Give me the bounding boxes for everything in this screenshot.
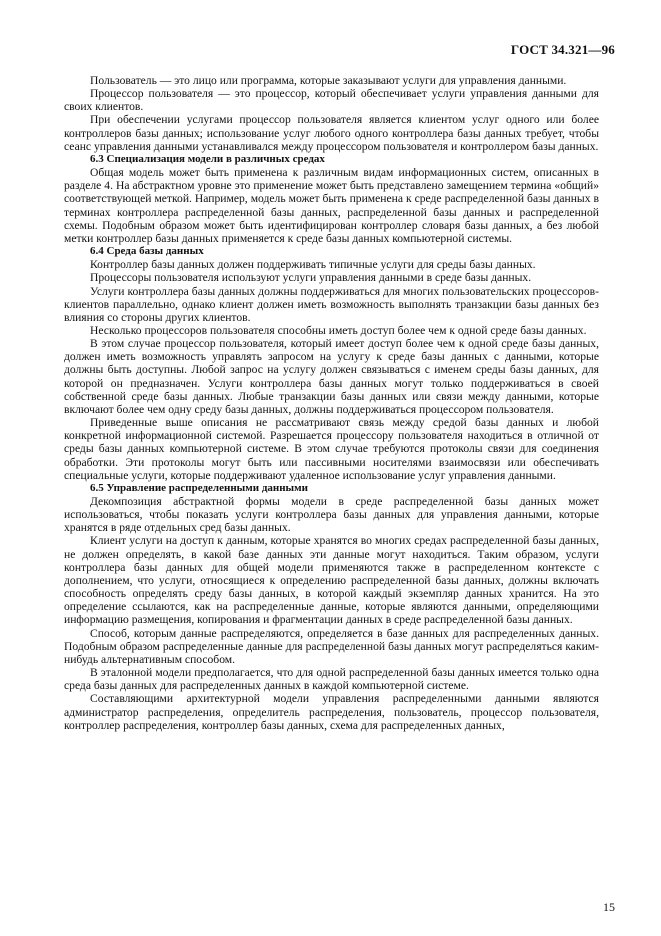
section-heading: 6.4 Среда базы данных (90, 245, 204, 258)
paragraph: Клиент услуги на доступ к данным, которые хранятся во многих средах распределенной базы данных, не должен определять, в какой базе данных эти данные могут находиться. Таким образом, услуги контроллера базы данных для общей модели применяются также в распределенном контексте с дополнением, что услуги, относящиеся к определению распределенной базы данных, должны включать способность определять среду базы данных, в которой каждый экземпляр данных хранится. На это определение ссылаются, как на распределенные данные, которые являются данными, определяющими информацию размещения, копирования и фрагментации данных в среде распределенной базы данных. (64, 534, 599, 627)
paragraph: Составляющими архитектурной модели управления распределенными данными являются администратор распределения, определитель распределения, пользователь, процессор пользователя, контроллер распределения, контроллер базы данных, схема для распределенных данных, (64, 692, 599, 732)
paragraph: Контроллер базы данных должен поддерживать типичные услуги для среды базы данных. (90, 258, 536, 272)
paragraph: Декомпозиция абстрактной формы модели в среде распределенной базы данных может использоваться, чтобы показать услуги контроллера базы данных для управления данными, которые хранятся в ряде отдельных сред базы данных. (64, 495, 599, 535)
paragraph: Пользователь — это лицо или программа, которые заказывают услуги для управления данными. (90, 74, 567, 87)
paragraph: Услуги контроллера базы данных должны поддерживаться для многих пользовательских процессоров-клиентов параллельно, однако клиент должен иметь возможность выполнять транзакции базы данных без влияния со стороны других клиентов. (64, 284, 599, 324)
document-body (64, 74, 599, 732)
page-number: 15 (603, 900, 615, 914)
paragraph: При обеспечении услугами процессор пользователя является клиентом услуг одного или более контроллеров базы данных; использование услуг любого одного контроллера базы данных требует, чтобы сеанс управления данными устанавливался между процессором пользователя и контроллером базы данных. (64, 113, 599, 153)
paragraph: Процессоры пользователя используют услуги управления данными в среде базы данных. (90, 271, 532, 285)
section-heading: 6.5 Управление распределенными данными (90, 481, 308, 494)
paragraph: В этом случае процессор пользователя, который имеет доступ более чем к одной среде базы данных, должен иметь возможность управлять запросом на услугу к среде базы данных с данными, которые должны быть доступны. Любой запрос на услугу должен связываться с именем среды базы данных, для которой он предназначен. Услуги контроллера базы данных могут только поддерживаться в своей собственной среде базы данных. Любые транзакции базы данных или связи между данными, которые включают более чем одну среду базы данных, должны поддерживаться процессором пользователя. (64, 337, 599, 416)
paragraph: В эталонной модели предполагается, что для одной распределенной базы данных имеется только одна среда базы данных для распределенных данных в каждой компьютерной системе. (64, 666, 599, 693)
document-header: ГОСТ 34.321—96 (510, 42, 615, 57)
paragraph: Способ, которым данные распределяются, определяется в базе данных для распределенных данных. Подобным образом распределенные данные для распределенной базы данных могут распределяться каким-нибудь альтернативным способом. (64, 626, 599, 666)
paragraph: Процессор пользователя — это процессор, который обеспечивает услуги управления данными для своих клиентов. (64, 87, 599, 114)
paragraph: Общая модель может быть применена к различным видам информационных систем, описанных в разделе 4. На абстрактном уровне это применение может быть представлено замещением термина «общий» соответствующей меткой. Например, модель может быть применена к среде распределенной базы данных в терминах контроллера распределенной базы данных, распределенной базы данных и распределенной схемы. Подобным образом может быть идентифицирован контроллер словаря базы данных, а без любой метки контроллер базы данных применяется к среде базы данных компьютерной системы. (64, 166, 599, 245)
paragraph: Несколько процессоров пользователя способны иметь доступ более чем к одной среде базы данных. (90, 323, 587, 337)
paragraph: Приведенные выше описания не рассматривают связь между средой базы данных и любой конкретной информационной системой. Разрешается процессору пользователя находиться в отличной от среды базы данных компьютерной системе. В этом случае требуются протоколы связи для соединения обработки. Эти протоколы могут быть или пассивными носителями взаимосвязи или обеспечивать специальные услуги, которые поддерживают удаленное использование услуг управления данными. (64, 416, 599, 482)
section-heading: 6.3 Специализация модели в различных средах (90, 152, 325, 165)
